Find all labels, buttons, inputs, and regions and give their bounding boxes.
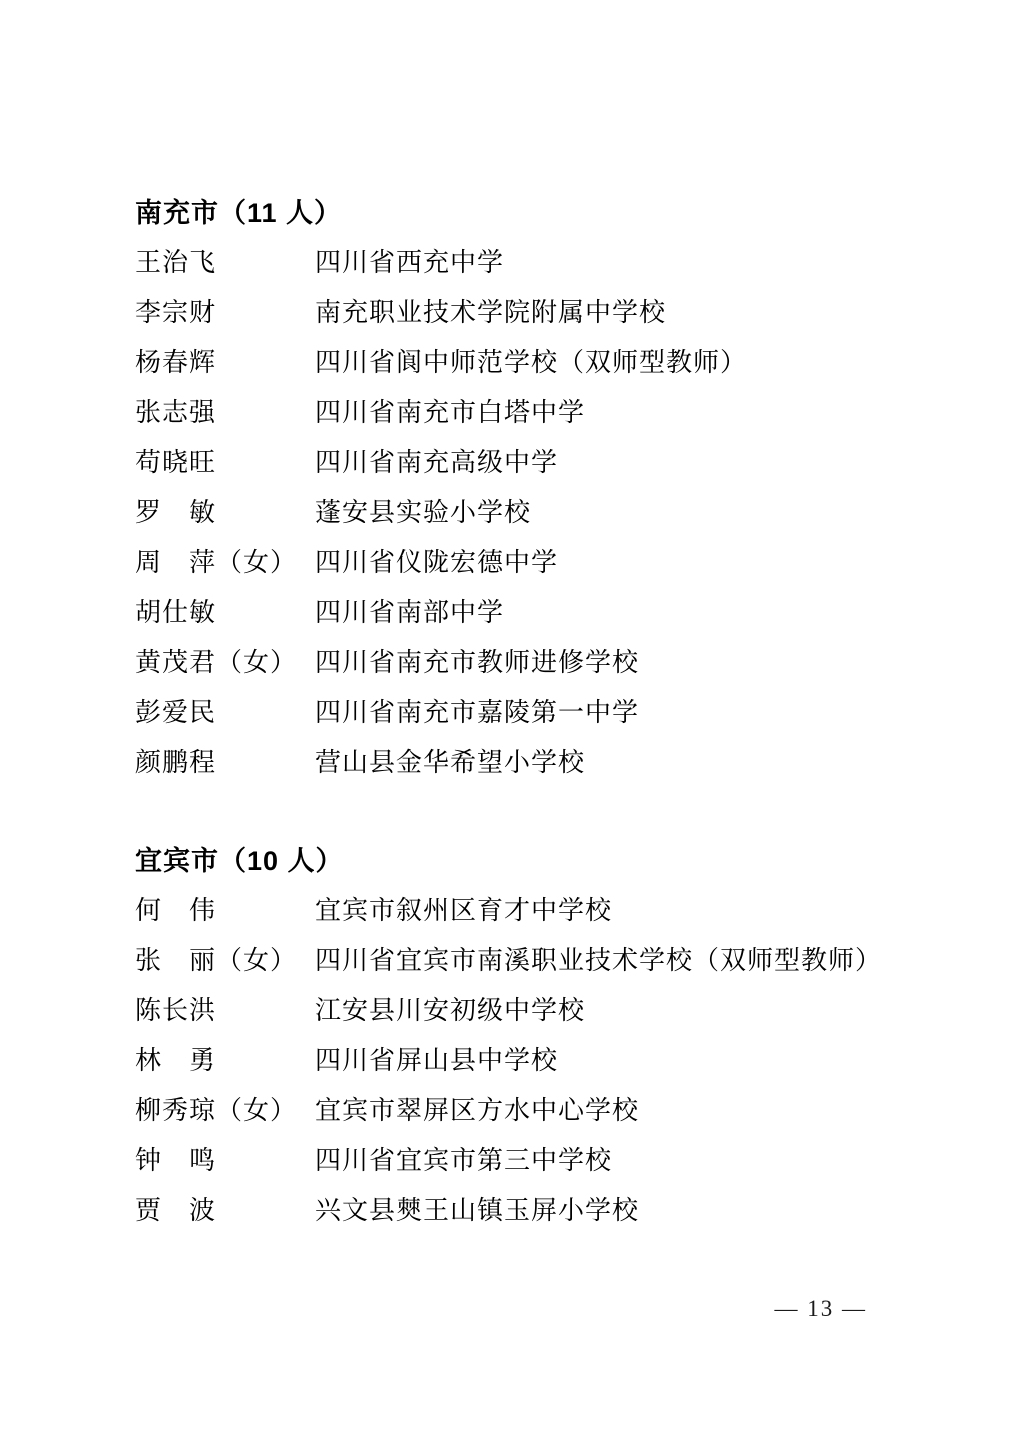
roster-row	[135, 986, 895, 1036]
school-name: 四川省南充市嘉陵第一中学	[315, 698, 640, 727]
city-section-rows	[135, 886, 895, 1236]
roster-row	[135, 936, 895, 986]
roster-row	[135, 1136, 895, 1186]
school-name: 四川省仪陇宏德中学	[315, 548, 559, 577]
roster-row	[135, 488, 895, 538]
person-name: 何 伟	[135, 896, 217, 925]
roster-row	[135, 438, 895, 488]
roster-content	[135, 188, 895, 1236]
person-name: 杨春辉	[135, 348, 217, 377]
city-section	[135, 836, 895, 1236]
person-name: 胡仕敏	[135, 598, 217, 627]
school-name: 宜宾市叙州区育才中学校	[315, 896, 613, 925]
roster-row	[135, 238, 895, 288]
school-name: 四川省宜宾市第三中学校	[315, 1146, 613, 1175]
school-name: 四川省南充高级中学	[315, 448, 559, 477]
person-name: 柳秀琼（女）	[135, 1096, 298, 1125]
school-name: 营山县金华希望小学校	[315, 748, 586, 777]
school-name: 兴文县僰王山镇玉屏小学校	[315, 1196, 640, 1225]
person-name: 黄茂君（女）	[135, 648, 298, 677]
person-name: 彭爱民	[135, 698, 217, 727]
person-name: 罗 敏	[135, 498, 217, 527]
roster-row	[135, 1086, 895, 1136]
person-name: 林 勇	[135, 1046, 217, 1075]
roster-row	[135, 338, 895, 388]
school-name: 南充职业技术学院附属中学校	[315, 298, 667, 327]
school-name: 四川省南充市白塔中学	[315, 398, 586, 427]
school-name: 四川省屏山县中学校	[315, 1046, 559, 1075]
roster-row	[135, 288, 895, 338]
person-name: 钟 鸣	[135, 1146, 217, 1175]
person-name: 张 丽（女）	[135, 946, 298, 975]
person-name: 贾 波	[135, 1196, 217, 1225]
city-section-rows	[135, 238, 895, 788]
school-name: 四川省南充市教师进修学校	[315, 648, 640, 677]
city-section-heading: 宜宾市（10 人）	[135, 846, 344, 876]
school-name: 四川省宜宾市南溪职业技术学校（双师型教师）	[315, 946, 883, 975]
roster-row	[135, 588, 895, 638]
roster-row	[135, 886, 895, 936]
roster-row	[135, 688, 895, 738]
city-section-heading: 南充市（11 人）	[135, 198, 343, 228]
roster-row	[135, 638, 895, 688]
person-name: 陈长洪	[135, 996, 217, 1025]
school-name: 四川省西充中学	[315, 248, 505, 277]
person-name: 王治飞	[135, 248, 217, 277]
school-name: 江安县川安初级中学校	[315, 996, 586, 1025]
school-name: 宜宾市翠屏区方水中心学校	[315, 1096, 640, 1125]
roster-row	[135, 538, 895, 588]
roster-row	[135, 1036, 895, 1086]
roster-row	[135, 1186, 895, 1236]
person-name: 苟晓旺	[135, 448, 217, 477]
school-name: 四川省南部中学	[315, 598, 505, 627]
page-number: — 13 —	[774, 1296, 867, 1321]
person-name: 颜鹏程	[135, 748, 217, 777]
person-name: 李宗财	[135, 298, 217, 327]
person-name: 周 萍（女）	[135, 548, 298, 577]
school-name: 蓬安县实验小学校	[315, 498, 532, 527]
person-name: 张志强	[135, 398, 217, 427]
city-section	[135, 188, 895, 788]
roster-row	[135, 738, 895, 788]
school-name: 四川省阆中师范学校（双师型教师）	[315, 348, 748, 377]
roster-row	[135, 388, 895, 438]
